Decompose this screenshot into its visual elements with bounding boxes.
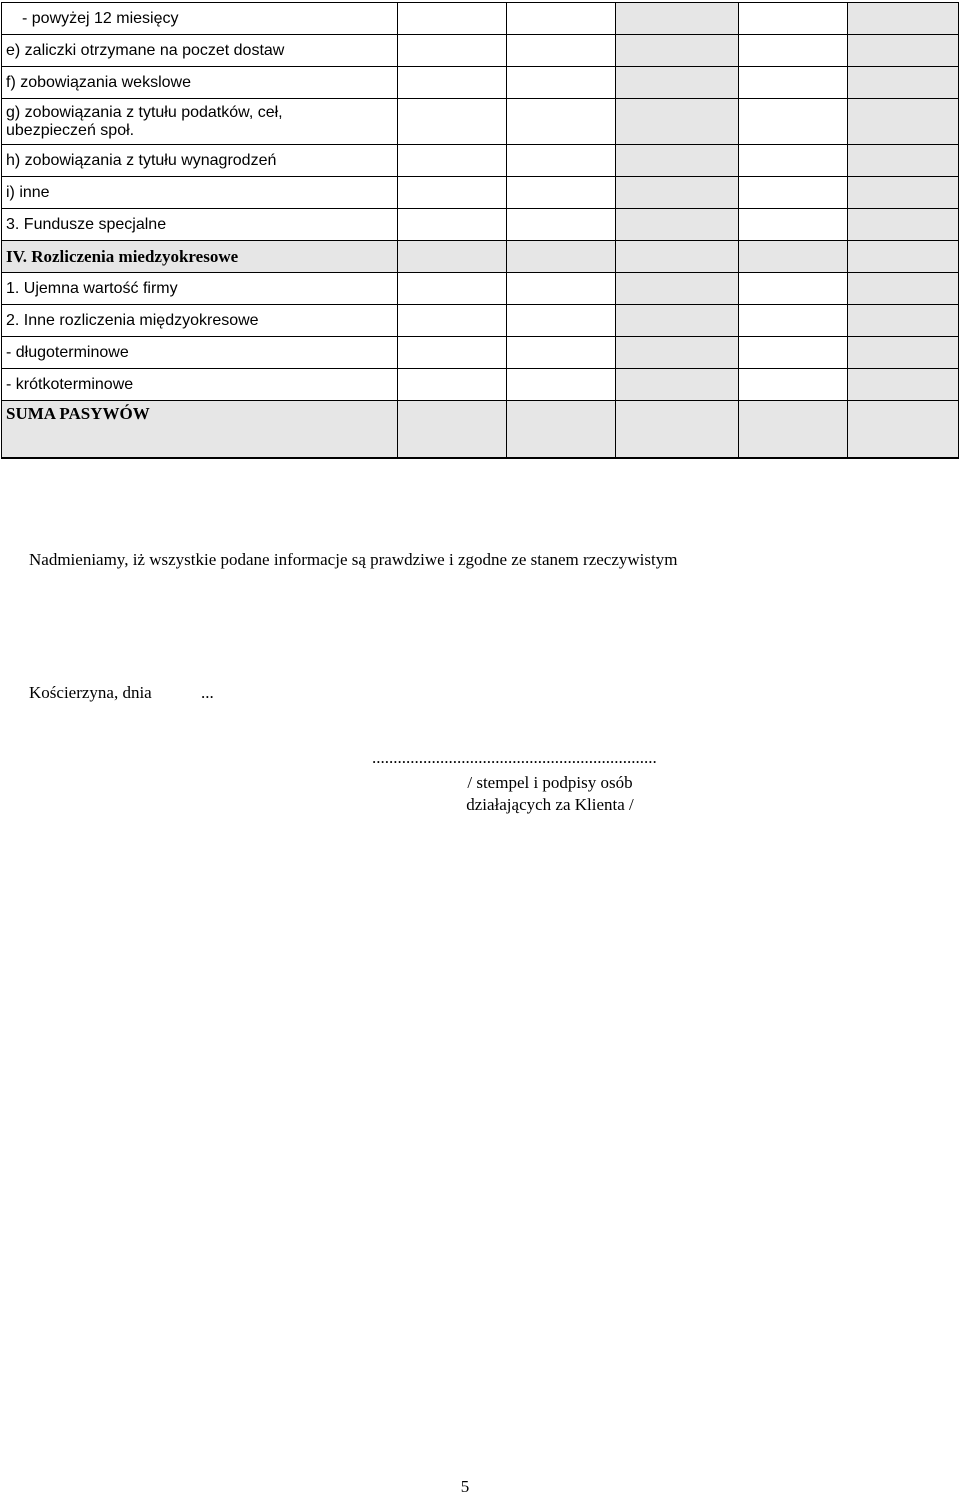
value-cell <box>616 35 739 67</box>
table-row <box>2 337 959 369</box>
value-cell <box>848 35 959 67</box>
value-cell <box>398 35 507 67</box>
value-cell <box>616 401 739 458</box>
value-cell <box>739 145 848 177</box>
total-label: SUMA PASYWÓW <box>2 401 398 458</box>
row-label: - krótkoterminowe <box>2 369 398 401</box>
value-cell <box>507 145 616 177</box>
value-cell <box>398 99 507 145</box>
value-cell <box>739 35 848 67</box>
value-cell <box>739 369 848 401</box>
row-label: g) zobowiązania z tytułu podatków, ceł, ubezpieczeń społ. <box>2 99 398 145</box>
value-cell <box>739 401 848 458</box>
place-date-label: Kościerzyna, dnia <box>29 683 152 702</box>
value-cell <box>739 99 848 145</box>
row-label: - długoterminowe <box>2 337 398 369</box>
value-cell <box>848 67 959 99</box>
value-cell <box>848 241 959 273</box>
value-cell <box>507 67 616 99</box>
value-cell <box>398 369 507 401</box>
row-label: f) zobowiązania wekslowe <box>2 67 398 99</box>
value-cell <box>848 209 959 241</box>
value-cell <box>739 67 848 99</box>
value-cell <box>507 273 616 305</box>
table-row <box>2 369 959 401</box>
value-cell <box>507 401 616 458</box>
value-cell <box>616 145 739 177</box>
value-cell <box>398 145 507 177</box>
value-cell <box>616 241 739 273</box>
table-row <box>2 273 959 305</box>
value-cell <box>739 241 848 273</box>
value-cell <box>739 337 848 369</box>
value-cell <box>616 3 739 35</box>
declaration-text: Nadmieniamy, iż wszystkie podane informacje są prawdziwe i zgodne ze stanem rzeczywistym <box>29 550 678 569</box>
row-label: - powyżej 12 miesięcy <box>2 3 398 35</box>
value-cell <box>507 305 616 337</box>
value-cell <box>398 401 507 458</box>
value-cell <box>398 241 507 273</box>
value-cell <box>507 35 616 67</box>
table-row-section <box>2 241 959 273</box>
value-cell <box>507 177 616 209</box>
value-cell <box>507 99 616 145</box>
value-cell <box>398 3 507 35</box>
value-cell <box>616 209 739 241</box>
table-row <box>2 3 959 35</box>
value-cell <box>398 209 507 241</box>
row-label: h) zobowiązania z tytułu wynagrodzeń <box>2 145 398 177</box>
value-cell <box>398 305 507 337</box>
table-row-total <box>2 401 959 458</box>
value-cell <box>616 273 739 305</box>
value-cell <box>616 67 739 99</box>
value-cell <box>616 177 739 209</box>
table-row <box>2 145 959 177</box>
date-placeholder: ... <box>201 683 214 702</box>
value-cell <box>848 337 959 369</box>
value-cell <box>398 177 507 209</box>
signature-caption-line1: / stempel i podpisy osób <box>467 773 633 792</box>
value-cell <box>507 369 616 401</box>
signature-caption <box>420 772 680 816</box>
value-cell <box>848 305 959 337</box>
value-cell <box>616 369 739 401</box>
value-cell <box>507 3 616 35</box>
value-cell <box>507 337 616 369</box>
value-cell <box>739 305 848 337</box>
row-label: e) zaliczki otrzymane na poczet dostaw <box>2 35 398 67</box>
signature-caption-line2: działających za Klienta / <box>466 795 634 814</box>
value-cell <box>739 209 848 241</box>
value-cell <box>616 99 739 145</box>
value-cell <box>848 145 959 177</box>
value-cell <box>507 209 616 241</box>
value-cell <box>398 67 507 99</box>
value-cell <box>848 401 959 458</box>
section-label: IV. Rozliczenia miedzyokresowe <box>2 241 398 273</box>
liabilities-table <box>1 2 959 459</box>
value-cell <box>398 273 507 305</box>
value-cell <box>739 177 848 209</box>
signature-line: ................................................................... <box>372 748 657 767</box>
table-row <box>2 305 959 337</box>
row-label: 3. Fundusze specjalne <box>2 209 398 241</box>
value-cell <box>848 369 959 401</box>
value-cell <box>739 273 848 305</box>
table-row <box>2 67 959 99</box>
row-label: 2. Inne rozliczenia międzyokresowe <box>2 305 398 337</box>
table-row <box>2 209 959 241</box>
value-cell <box>507 241 616 273</box>
table-row <box>2 35 959 67</box>
row-label: 1. Ujemna wartość firmy <box>2 273 398 305</box>
value-cell <box>616 305 739 337</box>
table-row <box>2 177 959 209</box>
value-cell <box>848 99 959 145</box>
value-cell <box>848 177 959 209</box>
value-cell <box>739 3 848 35</box>
page-number: 5 <box>460 1477 470 1496</box>
value-cell <box>848 3 959 35</box>
row-label: i) inne <box>2 177 398 209</box>
value-cell <box>616 337 739 369</box>
value-cell <box>848 273 959 305</box>
table-row <box>2 99 959 145</box>
value-cell <box>398 337 507 369</box>
